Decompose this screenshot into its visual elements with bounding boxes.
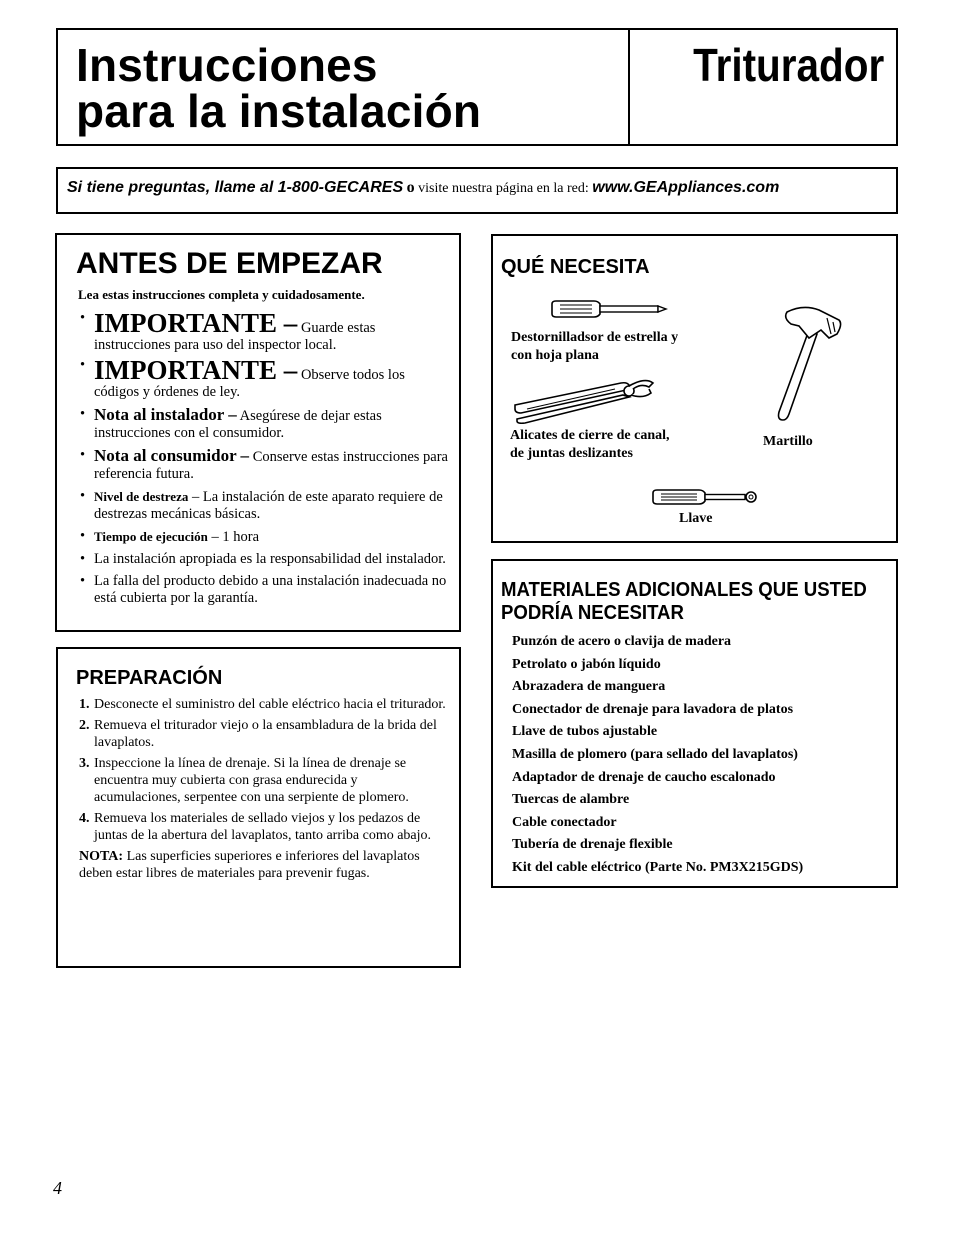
list-item: Conectador de drenaje para lavadora de platos: [512, 701, 794, 717]
page-title: [76, 39, 482, 137]
title-line-1: Instrucciones: [76, 39, 378, 91]
list-item: • Nota al instalador – Asegúrese de dejar estas instrucciones con el consumidor.: [80, 405, 382, 441]
item-label: Tiempo de ejecución: [94, 529, 208, 544]
step-text: Desconecte el suministro del cable eléctrico hacia el triturador.: [94, 697, 446, 712]
item-text: – 1 hora: [211, 529, 259, 545]
antes-title: ANTES DE EMPEZAR: [76, 247, 383, 280]
item-text: Asegúrese de dejar estas instrucciones con el consumidor.: [94, 408, 382, 441]
item-label: Nota al instalador –: [94, 405, 237, 424]
step-number: 1.: [79, 697, 90, 712]
screwdriver-icon: [550, 299, 670, 319]
antes-list: [78, 310, 448, 611]
item-text: Conserve estas instrucciones para referencia futura.: [94, 449, 448, 482]
materiales-section: [491, 559, 898, 888]
product-name: Triturador: [692, 39, 884, 91]
prep-title: PREPARACIÓN: [76, 667, 223, 689]
pliers-icon: [511, 375, 657, 425]
prep-steps: [79, 696, 447, 882]
list-item: • La falla del producto debido a una instalación inadecuada no está cubierta por la garantía.: [80, 573, 447, 606]
header-box: [56, 28, 898, 146]
item-label: IMPORTANTE –: [94, 355, 298, 385]
header-divider: [628, 30, 630, 144]
item-text: La falla del producto debido a una instalación inadecuada no está cubierta por la garantía.: [94, 573, 447, 606]
list-item: Tubería de drenaje flexible: [512, 837, 673, 853]
wrench-label: Llave: [679, 511, 713, 526]
preparacion-section: [56, 647, 461, 968]
list-item: [79, 696, 447, 713]
prep-note: [79, 848, 447, 882]
que-necesita-section: [491, 234, 898, 543]
list-item: Abrazadera de manguera: [512, 679, 666, 695]
antes-lead: Lea estas instrucciones completa y cuidadosamente.: [78, 287, 365, 302]
step-number: 4.: [79, 811, 90, 826]
step-text: Inspeccione la línea de drenaje. Si la línea de drenaje se encuentra muy cubierta con grasa endurecida y acumulaciones, serpentee con una serpiente de plomero.: [94, 756, 409, 805]
list-item: • La instalación apropiada es la responsabilidad del instalador.: [80, 551, 446, 567]
item-text: – La instalación de este aparato requiere de destrezas mecánicas básicas.: [94, 489, 443, 522]
list-item: [79, 755, 447, 806]
list-item: • Nota al consumidor – Conserve estas instrucciones para referencia futura.: [80, 446, 448, 482]
item-text: Observe todos los códigos y órdenes de ley.: [94, 367, 405, 400]
contact-visit: visite nuestra página en la red:: [418, 181, 589, 196]
list-item: • IMPORTANTE – Observe todos los códigos y órdenes de ley.: [80, 355, 405, 400]
list-item: Llave de tubos ajustable: [512, 724, 658, 740]
item-label: Nivel de destreza: [94, 489, 189, 504]
website-link[interactable]: www.GEAppliances.com: [592, 179, 780, 196]
item-label: IMPORTANTE –: [94, 308, 298, 338]
hammer-icon: [769, 304, 843, 424]
contact-bar: [56, 167, 898, 214]
step-text: Remueva los materiales de sellado viejos y los pedazos de juntas de la abertura del lavaplatos, tanto arriba como abajo.: [94, 811, 432, 843]
list-item: [79, 810, 447, 844]
list-item: • Nivel de destreza – La instalación de este aparato requiere de destrezas mecánicas básicas.: [80, 488, 443, 522]
step-number: 3.: [79, 756, 90, 771]
note-label: NOTA:: [79, 849, 124, 864]
page-number: 4: [53, 1178, 62, 1198]
list-item: Kit del cable eléctrico (Parte No. PM3X215GDS): [512, 859, 804, 875]
antes-de-empezar-section: [55, 233, 461, 632]
list-item: • IMPORTANTE – Guarde estas instrucciones para uso del inspector local.: [80, 308, 376, 353]
contact-question: Si tiene preguntas, llame al 1-800-GECARES: [67, 179, 404, 196]
wrench-icon: [651, 487, 759, 507]
materiales-title: MATERIALES ADICIONALES QUE USTED PODRÍA NECESITAR: [501, 579, 867, 624]
item-label: Nota al consumidor –: [94, 446, 250, 465]
contact-or: o: [406, 179, 415, 196]
step-number: 2.: [79, 718, 90, 733]
hammer-label: Martillo: [763, 434, 813, 449]
que-title: QUÉ NECESITA: [501, 256, 650, 278]
list-item: Petrolato o jabón líquido: [512, 656, 661, 672]
item-text: La instalación apropiada es la responsabilidad del instalador.: [94, 551, 446, 567]
step-text: Remueva el triturador viejo o la ensambladura de la brida del lavaplatos.: [94, 718, 437, 750]
list-item: • Tiempo de ejecución – 1 hora: [80, 528, 259, 545]
note-text: Las superficies superiores e inferiores del lavaplatos deben estar libres de materiales para prevenir fugas.: [79, 849, 420, 881]
list-item: Masilla de plomero (para sellado del lavaplatos): [512, 746, 798, 762]
list-item: Cable conectador: [512, 814, 617, 830]
list-item: Punzón de acero o clavija de madera: [512, 634, 732, 649]
title-line-2: para la instalación: [76, 85, 482, 137]
list-item: Adaptador de drenaje de caucho escalonado: [512, 769, 776, 785]
item-text: Guarde estas instrucciones para uso del inspector local.: [94, 320, 376, 353]
list-item: [79, 717, 447, 751]
list-item: Tuercas de alambre: [512, 792, 630, 808]
materiales-list: [512, 631, 803, 880]
screwdriver-label: Destornilladsor de estrella y con hoja plana: [511, 330, 679, 363]
pliers-label: Alicates de cierre de canal, de juntas deslizantes: [510, 428, 670, 461]
